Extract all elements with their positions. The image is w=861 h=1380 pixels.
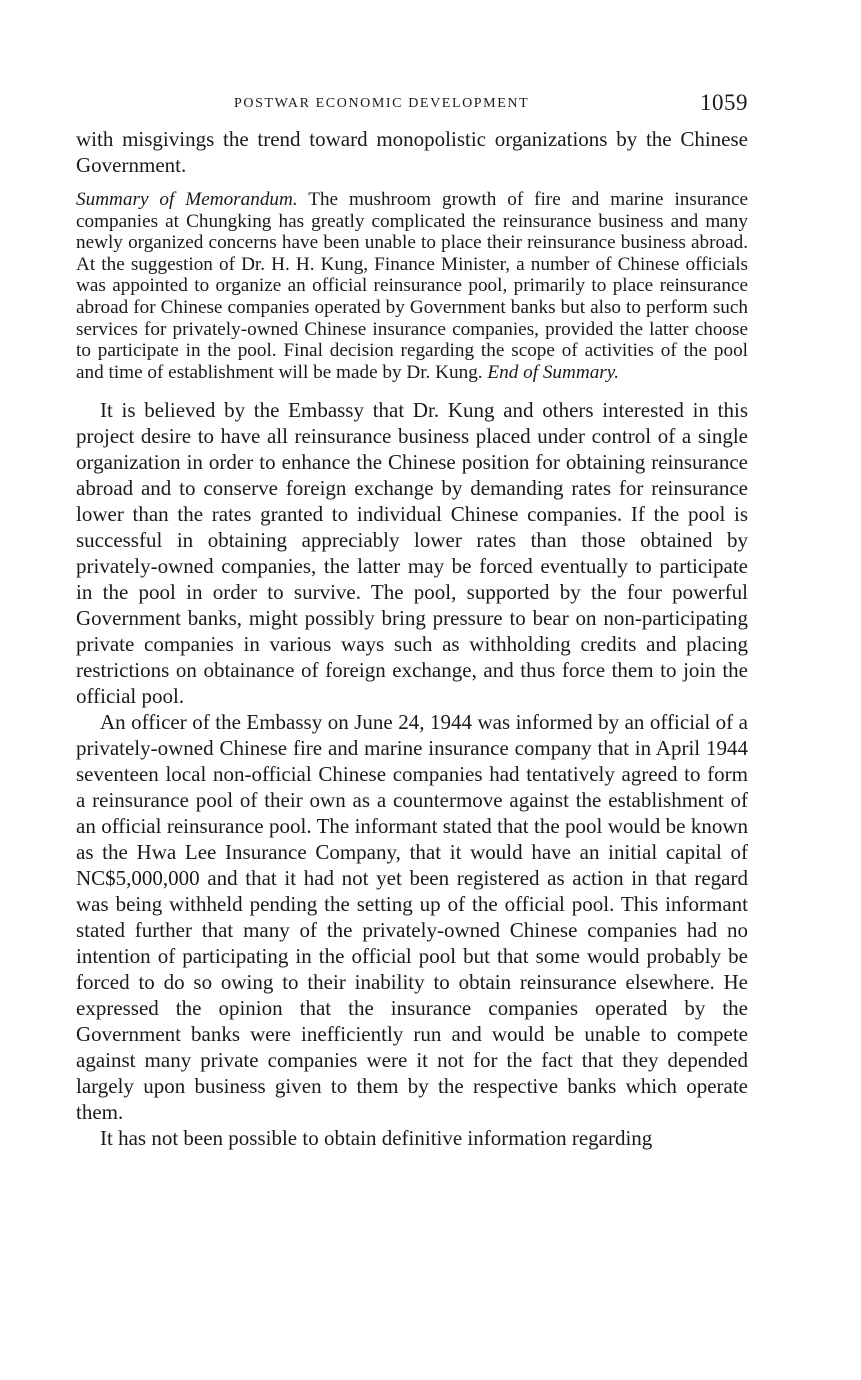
running-header — [76, 88, 748, 124]
body-paragraph-2: An officer of the Embassy on June 24, 1944 was informed by an official of a privately-owned Chinese fire and marine insurance company that in April 1944 seventeen local non-official Chinese companies had tentatively agreed to form a reinsurance pool of their own as a countermove against the establishment of an official reinsurance pool. The informant stated that the pool would be known as the Hwa Lee Insurance Company, that it would have an initial capital of NC$5,000,000 and that it had not yet been registered as action in that regard was being withheld pending the setting up of the official pool. This informant stated further that many of the privately-owned Chinese companies had no intention of participating in the official pool but that some would probably be forced to do so owing to their inability to obtain reinsurance elsewhere. He expressed the opinion that the insurance companies operated by the Government banks were inefficiently run and would be unable to compete against many private companies were it not for the fact that they depended largely upon business given to them by the respective banks which operate them. — [76, 710, 748, 1125]
intro-paragraph: with misgivings the trend toward monopolistic organizations by the Chinese Government. — [76, 127, 748, 177]
page-number: 1059 — [700, 90, 748, 115]
body-paragraph-1: It is believed by the Embassy that Dr. Kung and others interested in this project desire to have all reinsurance business placed under control of a single organization in order to enhance the Chinese position for obtaining reinsurance abroad and to conserve foreign exchange by demanding rates for reinsurance lower than the rates granted to individual Chinese companies. If the pool is successful in obtaining appreciably lower rates than those obtained by privately-owned companies, the latter may be forced eventually to participate in the pool in order to survive. The pool, supported by the four powerful Government banks, might possibly bring pressure to bear on non-participating private companies in various ways such as withholding credits and placing restrictions on obtainance of foreign exchange, and thus force them to join the official pool. — [76, 398, 748, 709]
summary-heading: Summary of Memorandum. — [76, 189, 298, 210]
body-paragraph-3: It has not been possible to obtain definitive information regarding — [100, 1126, 653, 1151]
document-page — [76, 88, 748, 1151]
summary-paragraph — [76, 189, 748, 383]
summary-end: End of Summary. — [487, 361, 620, 383]
summary-body: The mushroom growth of fire and marine insurance companies at Chungking has greatly complicated the reinsurance business and many newly organized concerns have been unable to place their reinsurance business abroad. At the suggestion of Dr. H. H. Kung, Finance Minister, a number of Chinese officials was appointed to organize an official reinsurance pool, primarily to place reinsurance abroad for Chinese companies operated by Government banks but also to perform such services for privately-owned Chinese insurance companies, provided the latter choose to participate in the pool. Final decision regarding the scope of activities of the pool and time of establishment will be made by Dr. Kung. — [76, 189, 748, 383]
running-title: POSTWAR ECONOMIC DEVELOPMENT — [234, 96, 530, 111]
